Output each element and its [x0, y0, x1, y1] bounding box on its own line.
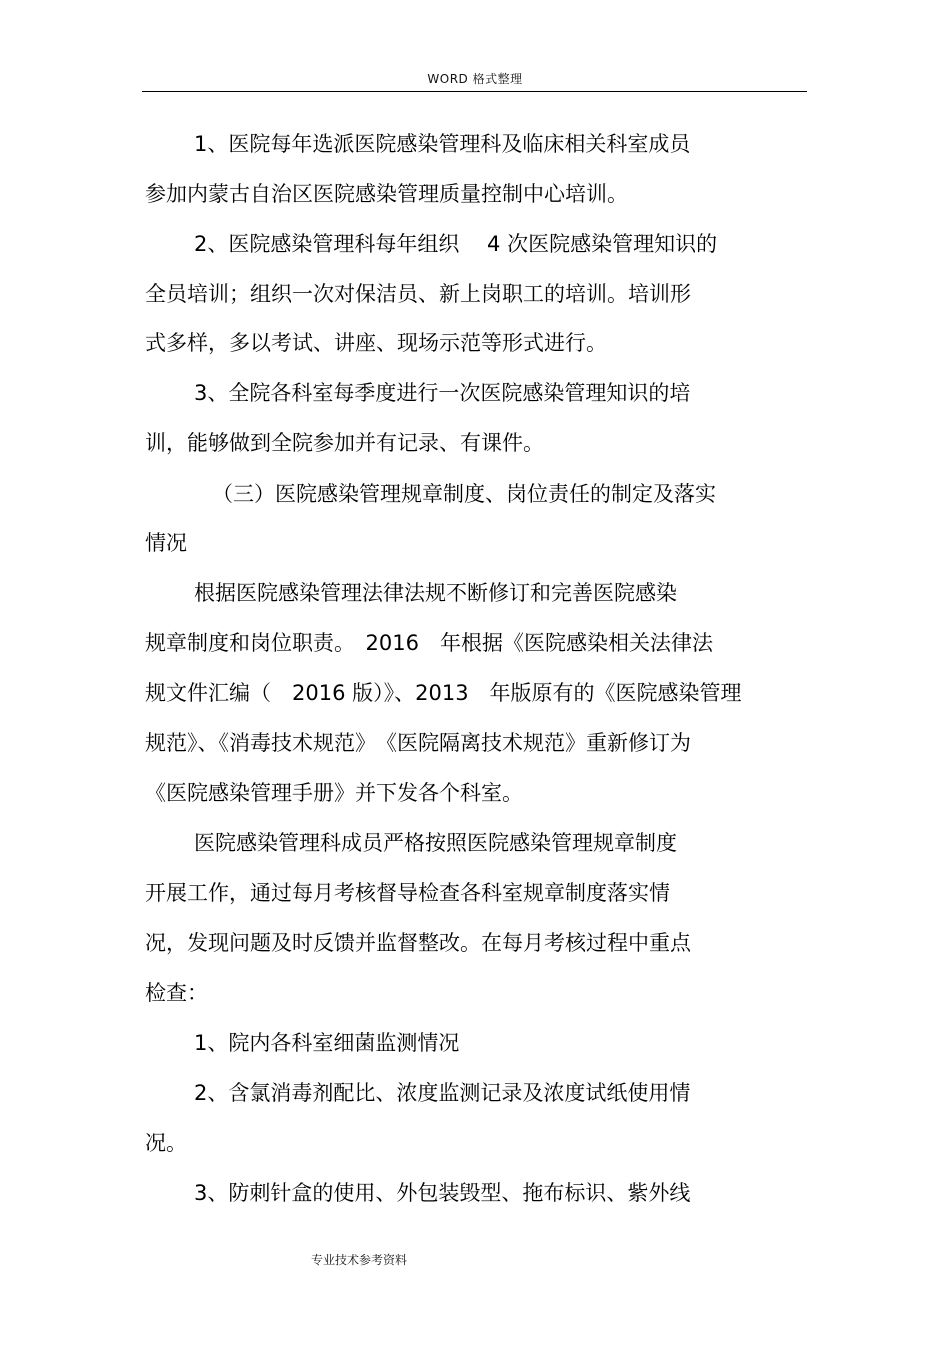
section-heading-cont: 情况 — [145, 531, 187, 555]
paragraph-line: 3、全院各科室每季度进行一次医院感染管理知识的培 — [194, 381, 691, 405]
paragraph-line: 规章制度和岗位职责。 2016 年根据《医院感染相关法律法 — [145, 631, 713, 655]
paragraph-line: 2、医院感染管理科每年组织 4 次医院感染管理知识的 — [194, 232, 718, 256]
page-footer: 专业技术参考资料 — [311, 1253, 408, 1267]
paragraph-line: 1、医院每年选派医院感染管理科及临床相关科室成员 — [194, 132, 691, 156]
list-item: 1、院内各科室细菌监测情况 — [194, 1031, 460, 1055]
paragraph-line: 规文件汇编（ 2016 版）》、2013 年版原有的《医院感染管理 — [145, 681, 742, 705]
list-item: 3、防刺针盒的使用、外包装毁型、拖布标识、紫外线 — [194, 1181, 691, 1205]
section-heading: （三）医院感染管理规章制度、岗位责任的制定及落实 — [212, 482, 716, 506]
paragraph-line: 况，发现问题及时反馈并监督整改。在每月考核过程中重点 — [145, 931, 691, 955]
paragraph-line: 医院感染管理科成员严格按照医院感染管理规章制度 — [194, 831, 677, 855]
paragraph-line: 开展工作，通过每月考核督导检查各科室规章制度落实情 — [145, 881, 670, 905]
paragraph-line: 根据医院感染管理法律法规不断修订和完善医院感染 — [194, 581, 677, 605]
paragraph-line: 《医院感染管理手册》并下发各个科室。 — [145, 781, 523, 805]
paragraph-line: 式多样，多以考试、讲座、现场示范等形式进行。 — [145, 331, 607, 355]
list-item-cont: 况。 — [145, 1131, 187, 1155]
header-divider — [142, 91, 807, 92]
paragraph-line: 训，能够做到全院参加并有记录、有课件。 — [145, 431, 544, 455]
paragraph-line: 参加内蒙古自治区医院感染管理质量控制中心培训。 — [145, 182, 628, 206]
page-header: WORD 格式整理 — [427, 72, 523, 86]
paragraph-line: 规范》、《消毒技术规范》 《医院隔离技术规范》重新修订为 — [145, 731, 691, 755]
paragraph-line: 全员培训；组织一次对保洁员、新上岗职工的培训。培训形 — [145, 282, 691, 306]
paragraph-line: 检查： — [145, 981, 208, 1005]
list-item: 2、含氯消毒剂配比、浓度监测记录及浓度试纸使用情 — [194, 1081, 691, 1105]
